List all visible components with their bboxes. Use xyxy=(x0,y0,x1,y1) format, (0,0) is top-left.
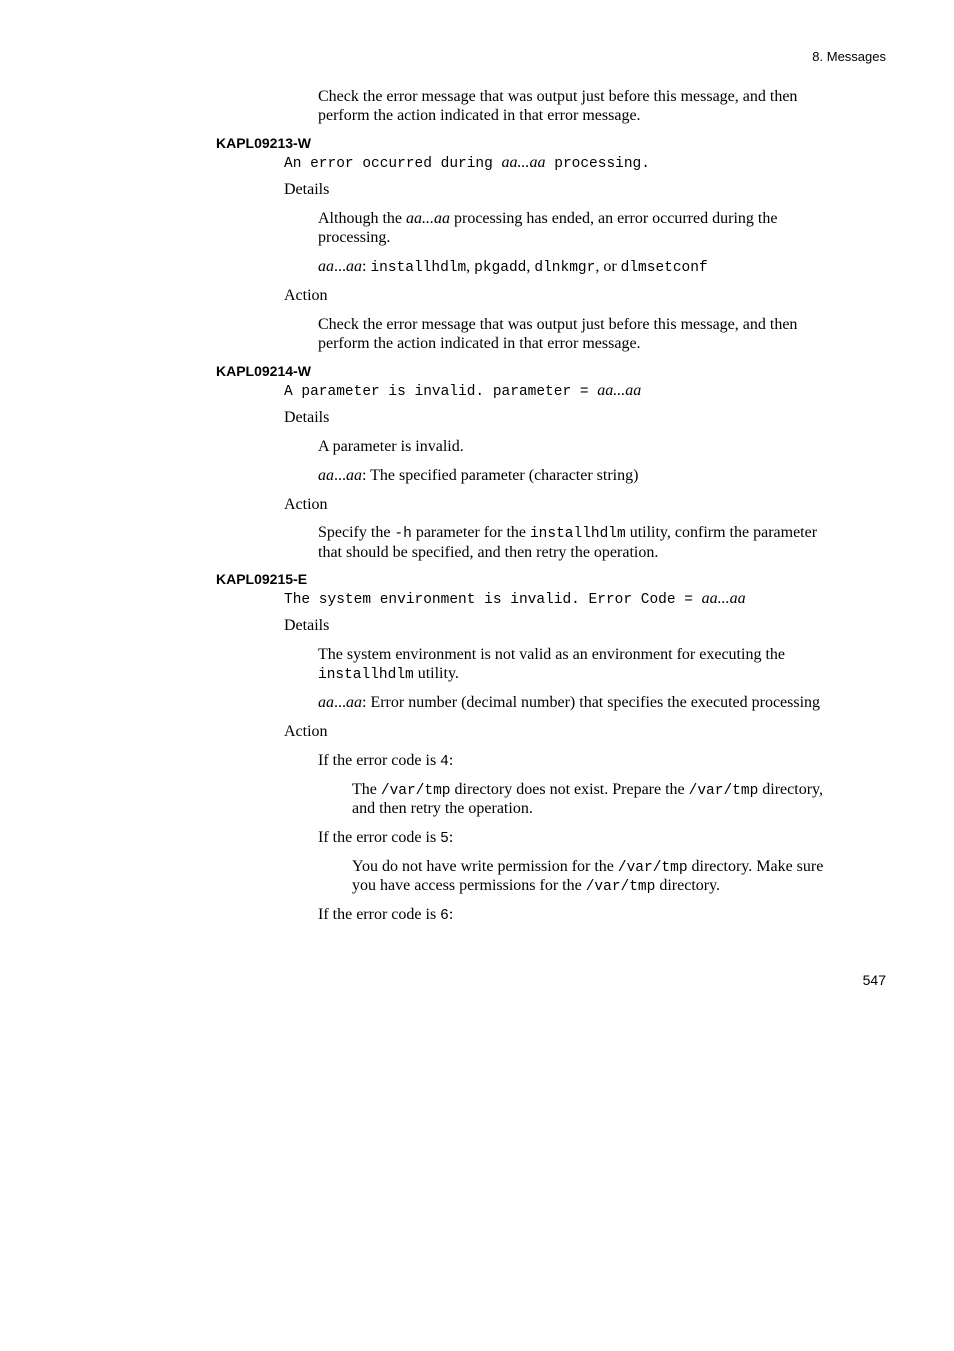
page-header: 8. Messages xyxy=(812,49,886,64)
details-09213-variable: aa...aa: installhdlm, pkgadd, dlnkmgr, or dlmsetconf xyxy=(318,258,708,276)
action-09214-line-2: that should be specified, and then retry the operation. xyxy=(318,544,659,561)
error-code-5-heading: If the error code is 5: xyxy=(318,829,454,847)
message-id-09214: KAPL09214-W xyxy=(216,363,311,379)
prev-action-line-2: perform the action indicated in that error message. xyxy=(318,107,641,124)
details-09215-variable: aa...aa: Error number (decimal number) that specifies the executed processing xyxy=(318,694,821,711)
error-code-5-line-1: You do not have write permission for the /var/tmp directory. Make sure xyxy=(352,858,824,876)
details-09213-line-1: Although the aa...aa processing has ended, an error occurred during the xyxy=(318,210,778,227)
action-09213-line-2: perform the action indicated in that error message. xyxy=(318,335,641,352)
details-09215-line-2: installhdlm utility. xyxy=(318,665,459,683)
action-label-09213: Action xyxy=(284,287,328,304)
action-09214-line-1: Specify the -h parameter for the installhdlm utility, confirm the parameter xyxy=(318,524,818,542)
details-label-09214: Details xyxy=(284,409,330,426)
message-text-09215: The system environment is invalid. Error Code = aa...aa xyxy=(284,590,746,608)
prev-action-line-1: Check the error message that was output just before this message, and then xyxy=(318,88,798,105)
action-09213-line-1: Check the error message that was output just before this message, and then xyxy=(318,316,798,333)
message-text-09214: A parameter is invalid. parameter = aa...aa xyxy=(284,382,642,400)
error-code-4-line-1: The /var/tmp directory does not exist. Prepare the /var/tmp directory, xyxy=(352,781,823,799)
details-09214-line-1: A parameter is invalid. xyxy=(318,438,464,455)
details-label-09215: Details xyxy=(284,617,330,634)
message-id-09213: KAPL09213-W xyxy=(216,135,311,151)
message-id-09215: KAPL09215-E xyxy=(216,571,308,587)
error-code-5-line-2: you have access permissions for the /var/tmp directory. xyxy=(352,877,721,895)
error-code-4-line-2: and then retry the operation. xyxy=(352,800,533,817)
details-label-09213: Details xyxy=(284,181,330,198)
details-09214-variable: aa...aa: The specified parameter (character string) xyxy=(318,467,639,484)
action-label-09214: Action xyxy=(284,496,328,513)
page-number: 547 xyxy=(862,972,886,988)
error-code-4-heading: If the error code is 4: xyxy=(318,752,454,770)
action-label-09215: Action xyxy=(284,723,328,740)
details-09213-line-2: processing. xyxy=(318,229,391,246)
message-text-09213: An error occurred during aa...aa processing. xyxy=(284,154,650,172)
details-09215-line-1: The system environment is not valid as an environment for executing the xyxy=(318,646,785,663)
error-code-6-heading: If the error code is 6: xyxy=(318,906,454,924)
